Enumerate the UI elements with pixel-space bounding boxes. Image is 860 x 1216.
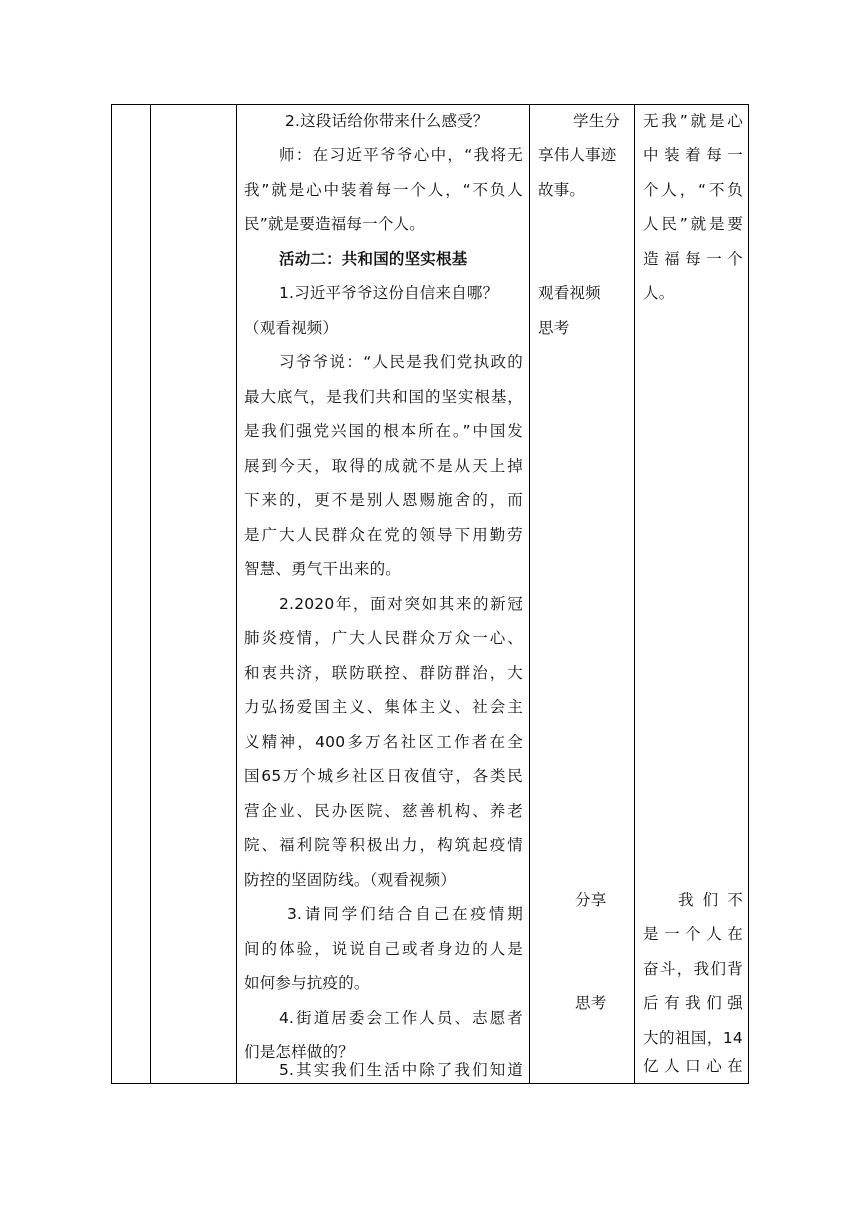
table-column-divider — [236, 104, 237, 1084]
text-line: 享伟人事迹 — [538, 146, 617, 164]
text-line: 我”就是心中装着每一个人，“不负人 — [244, 181, 523, 199]
activity-heading: 活动二：共和国的坚实根基 — [279, 250, 468, 268]
text-line: 是一个人在 — [643, 925, 743, 943]
text-line: 是广大人民群众在党的领导下用勤劳 — [244, 526, 523, 544]
text-line: 亿人口心在 — [643, 1057, 743, 1075]
table-column-divider — [529, 104, 530, 1084]
text-line: 奋斗，我们背 — [643, 960, 743, 978]
text-line: 如何参与抗疫的。 — [244, 974, 370, 992]
table-column-divider — [634, 104, 635, 1084]
text-line: 分享 — [575, 891, 607, 909]
text-line: 院、福利院等积极出力，构筑起疫情 — [244, 836, 523, 854]
text-line: 观看视频 — [538, 284, 601, 302]
text-line: 我们不 — [678, 891, 743, 909]
text-line: 人民”就是要 — [643, 215, 743, 233]
table-border-right — [748, 104, 749, 1084]
text-line: 2.2020年，面对突如其来的新冠 — [279, 595, 523, 613]
text-line: 和衷共济，联防联控、群防群治，大 — [244, 664, 523, 682]
text-line: 营企业、民办医院、慈善机构、养老 — [244, 802, 523, 820]
text-line: 力弘扬爱国主义、集体主义、社会主 — [244, 698, 523, 716]
text-line: 1.习近平爷爷这份自信来自哪？ — [279, 284, 499, 302]
text-line: 故事。 — [538, 181, 586, 199]
text-line: 造福每一个 — [643, 250, 743, 268]
text-line: 肺炎疫情，广大人民群众万众一心、 — [244, 629, 523, 647]
text-line: 学生分 — [573, 112, 621, 130]
text-line: 展到今天，取得的成就不是从天上掉 — [244, 457, 523, 475]
text-line: 防控的坚固防线。（观看视频） — [244, 871, 457, 889]
text-line: 3.请同学们结合自己在疫情期 — [287, 905, 523, 923]
text-line: 是我们强党兴国的根本所在。”中国发 — [244, 422, 523, 440]
text-line: （观看视频） — [244, 319, 339, 337]
text-line: 习爷爷说：“人民是我们党执政的 — [279, 353, 523, 371]
table-column-divider — [150, 104, 151, 1084]
text-line: 5.其实我们生活中除了我们知道 — [279, 1061, 523, 1079]
text-line: 智慧、勇气干出来的。 — [244, 560, 402, 578]
text-line: 个人，“不负 — [643, 181, 743, 199]
text-line: 下来的，更不是别人恩赐施舍的，而 — [244, 491, 523, 509]
text-line: 最大底气，是我们共和国的坚实根基， — [244, 388, 523, 406]
text-line: 师：在习近平爷爷心中，“我将无 — [279, 146, 523, 164]
text-line: 间的体验，说说自己或者身边的人是 — [244, 940, 523, 958]
table-border-left — [111, 104, 112, 1084]
text-line: 无我”就是心 — [643, 112, 743, 130]
text-line: 义精神，400多万名社区工作者在全 — [244, 733, 523, 751]
text-line: 思考 — [575, 994, 607, 1012]
text-line: 人。 — [643, 284, 675, 302]
text-line: 们是怎样做的？ — [244, 1043, 354, 1061]
text-line: 后有我们强 — [643, 994, 743, 1012]
text-line: 中装着每一 — [643, 146, 743, 164]
text-line: 4.街道居委会工作人员、志愿者 — [279, 1009, 523, 1027]
text-line: 思考 — [538, 319, 570, 337]
text-line: 国65万个城乡社区日夜值守，各类民 — [244, 767, 523, 785]
text-line: 2.这段话给你带来什么感受？ — [285, 112, 489, 130]
text-line: 民”就是要造福每一个人。 — [244, 215, 425, 233]
text-line: 大的祖国，14 — [643, 1029, 743, 1047]
